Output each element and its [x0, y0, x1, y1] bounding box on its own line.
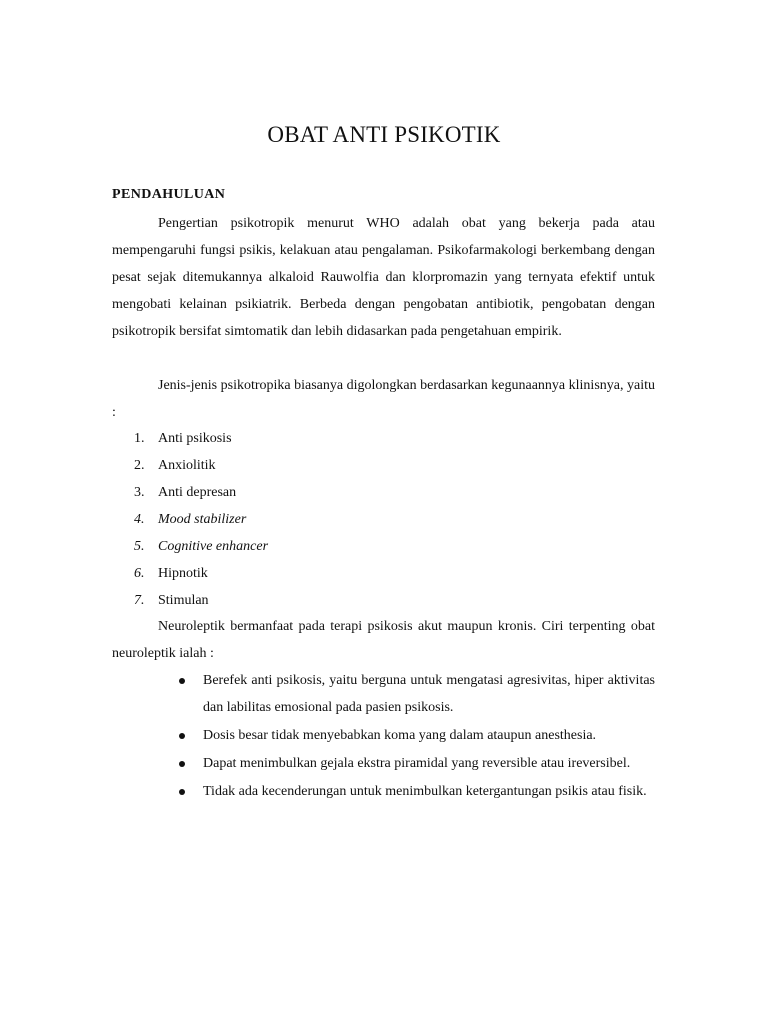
bullet-item-text: Tidak ada kecenderungan untuk menimbulkan ketergantungan psikis atau fisik.: [203, 784, 647, 799]
document-title: OBAT ANTI PSIKOTIK: [267, 122, 501, 147]
list-item-number: 7.: [134, 593, 145, 608]
paragraph-classification: Jenis-jenis psikotropika biasanya digolongkan berdasarkan kegunaannya klinisnya, yaitu :: [112, 378, 655, 420]
list-item: [112, 506, 655, 533]
psychotropic-types-list: [112, 425, 655, 614]
section-heading: PENDAHULUAN: [112, 187, 226, 202]
list-item: [112, 425, 655, 452]
bullet-item-text: Dosis besar tidak menyebabkan koma yang dalam ataupun anesthesia.: [203, 728, 597, 743]
paragraph-neuroleptic: Neuroleptik bermanfaat pada terapi psikosis akut maupun kronis. Ciri terpenting obat neuroleptik ialah :: [112, 619, 655, 661]
neuroleptic-traits-list: [112, 667, 655, 806]
bullet-item-text: Dapat menimbulkan gejala ekstra piramidal yang reversible atau ireversibel.: [203, 756, 631, 771]
paragraph-introduction: Pengertian psikotropik menurut WHO adalah obat yang bekerja pada atau mempengaruhi fungsi psikis, kelakuan atau pengalaman. Psikofarmakologi berkembang dengan pesat sejak ditemukannya alkaloid Rauwolfia dan klorpromazin yang ternyata efektif untuk mengobati kelainan psikiatrik. Berbeda dengan pengobatan antibiotik, pengobatan dengan psikotropik bersifat simtomatik dan lebih didasarkan pada pengetahuan empirik.: [112, 216, 655, 339]
list-item-number: 1.: [134, 431, 145, 446]
list-item: [112, 533, 655, 560]
list-item: [112, 560, 655, 587]
bullet-item: [112, 750, 655, 777]
list-item-text: Hipnotik: [158, 566, 208, 581]
list-item: [112, 587, 655, 614]
bullet-item: [112, 667, 655, 721]
bullet-icon: [179, 789, 185, 795]
list-item-number: 3.: [134, 485, 145, 500]
list-item-text: Mood stabilizer: [158, 512, 247, 527]
bullet-item-text: Berefek anti psikosis, yaitu berguna untuk mengatasi agresivitas, hiper aktivitas dan labilitas emosional pada pasien psikosis.: [203, 673, 655, 715]
bullet-icon: [179, 678, 185, 684]
bullet-item: [112, 722, 655, 749]
list-item-number: 5.: [134, 539, 145, 554]
list-item-text: Anti psikosis: [158, 431, 232, 446]
bullet-icon: [179, 733, 185, 739]
list-item: [112, 479, 655, 506]
list-item-number: 6.: [134, 566, 145, 581]
list-item-text: Anxiolitik: [158, 458, 216, 473]
list-item: [112, 452, 655, 479]
list-item-text: Anti depresan: [158, 485, 237, 500]
list-item-text: Cognitive enhancer: [158, 539, 269, 554]
list-item-number: 2.: [134, 458, 145, 473]
bullet-icon: [179, 761, 185, 767]
list-item-text: Stimulan: [158, 593, 209, 608]
bullet-item: [112, 778, 655, 805]
list-item-number: 4.: [134, 512, 145, 527]
